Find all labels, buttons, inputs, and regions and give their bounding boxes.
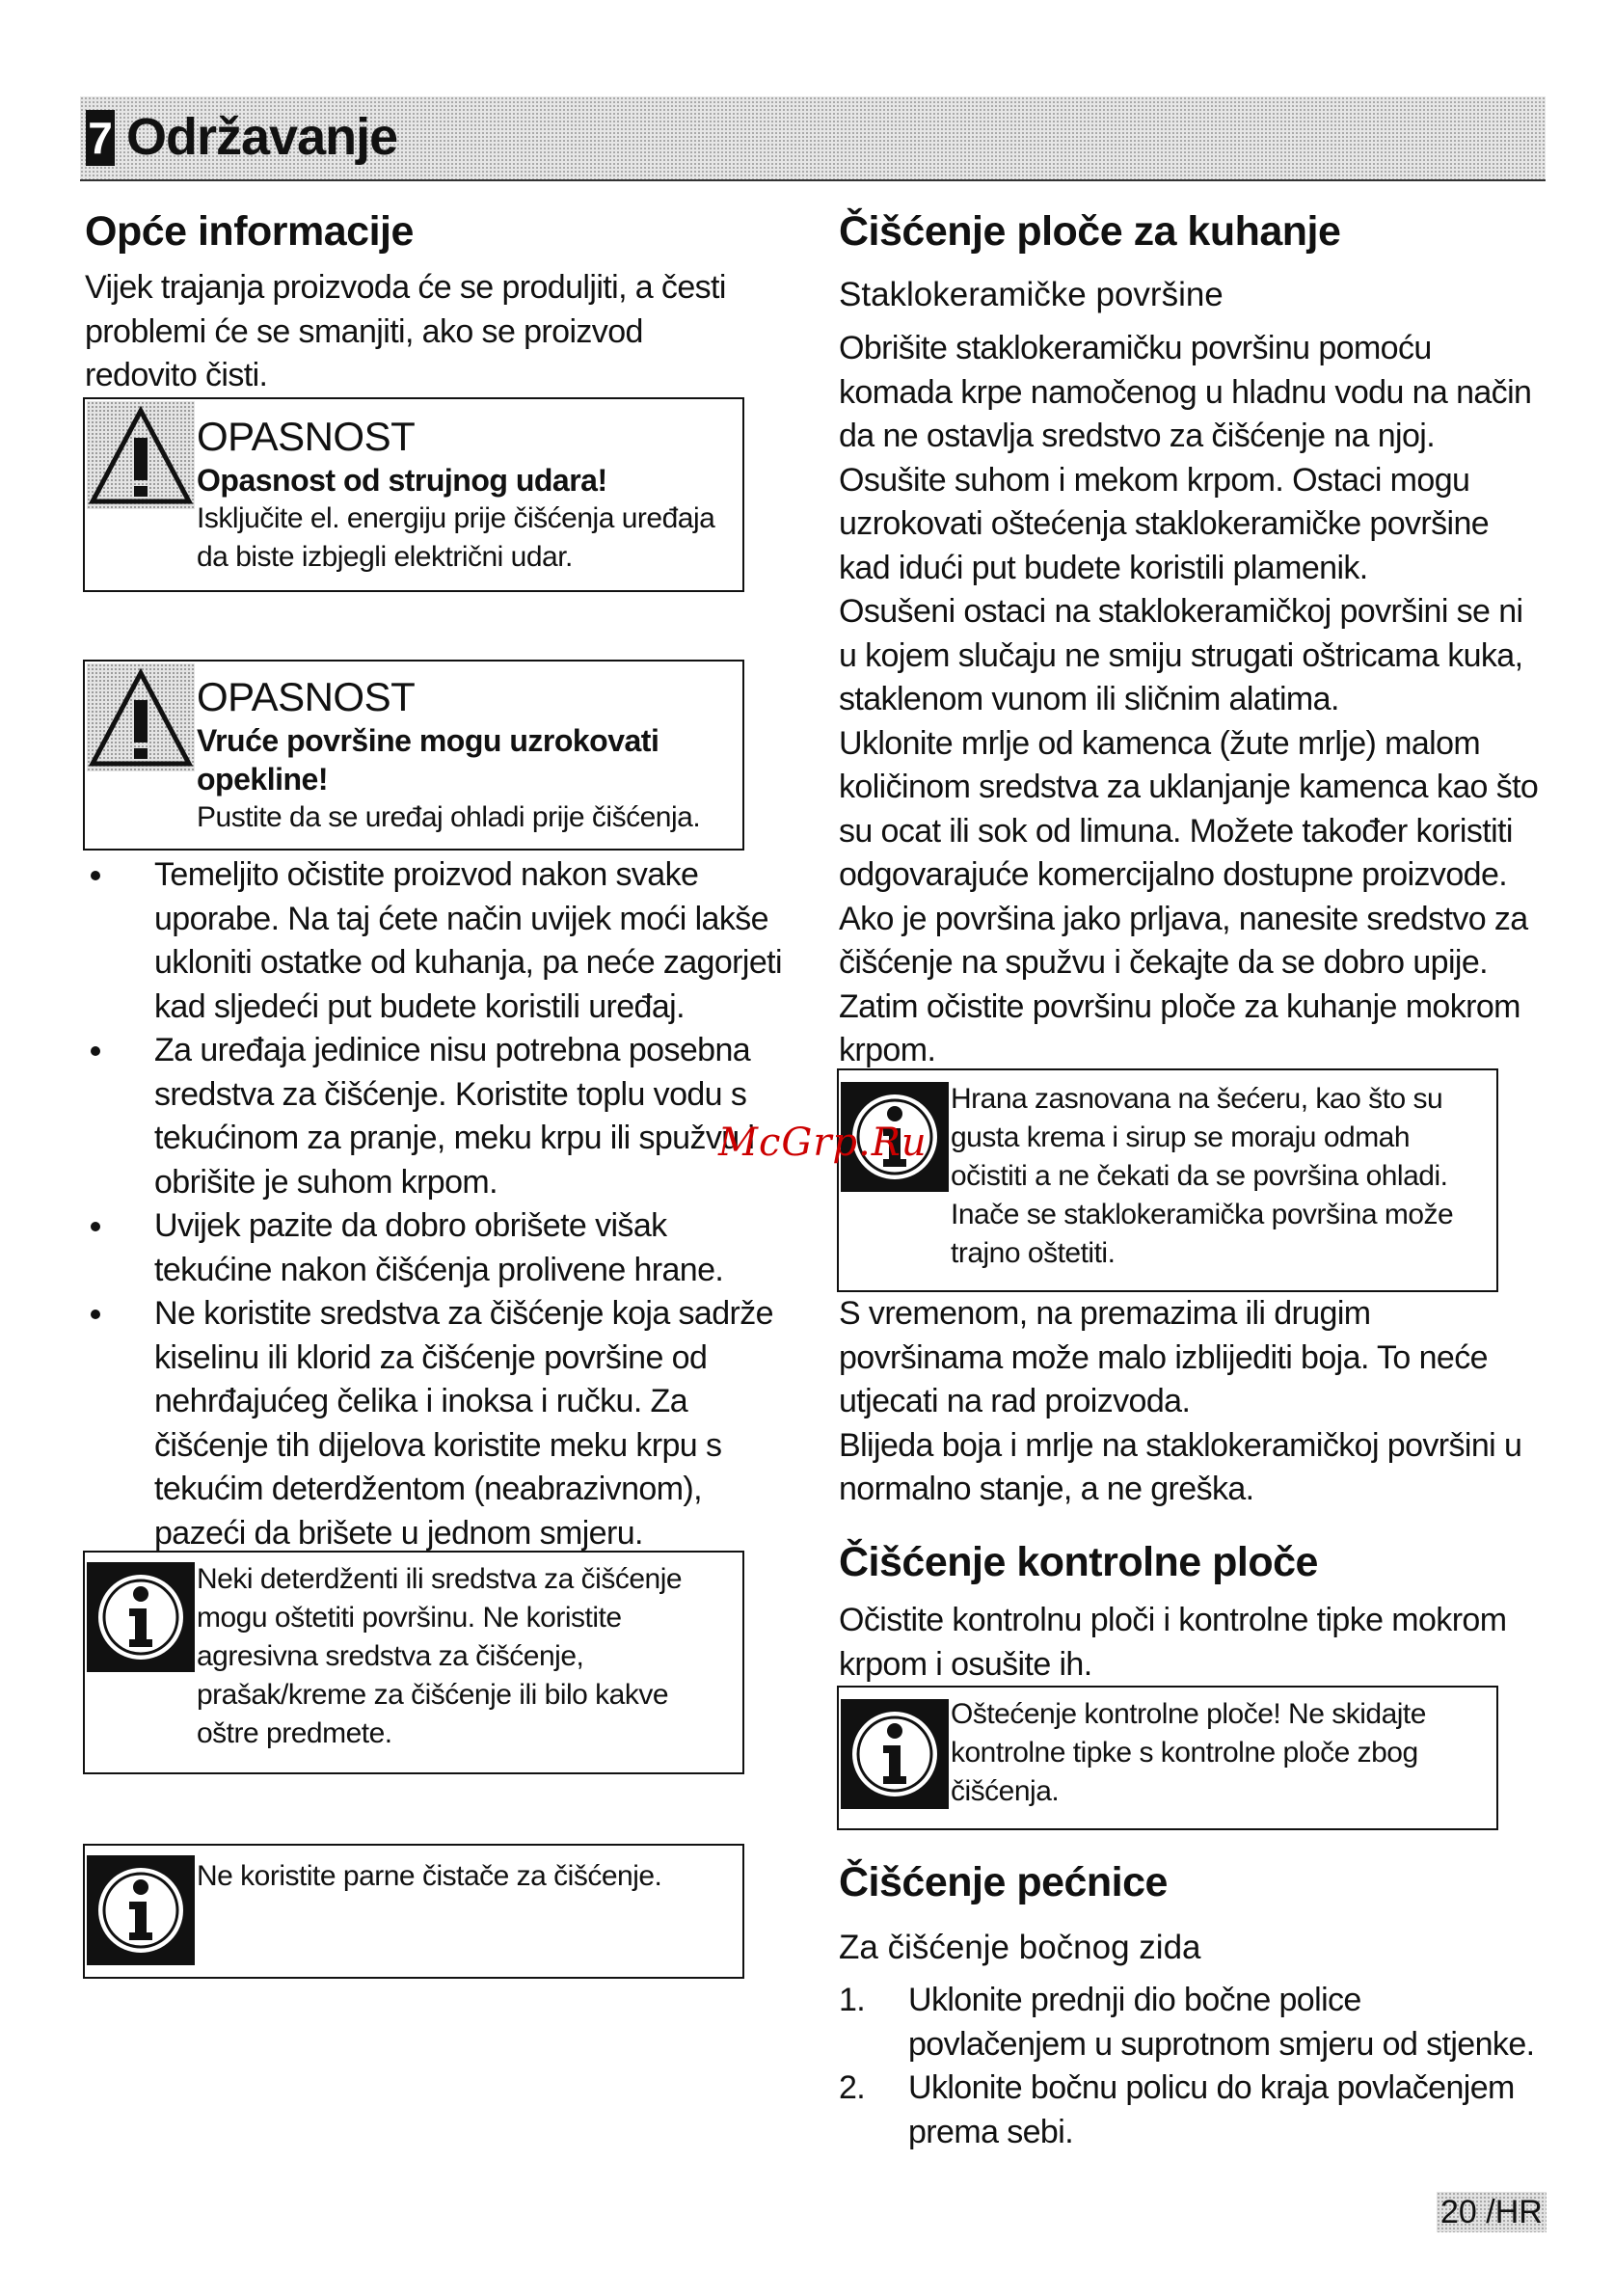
info-text: Ne koristite parne čistače za čišćenje.	[197, 1860, 662, 1892]
step-text: Uklonite bočnu policu do kraja povlačenjem prema sebi.	[908, 2069, 1515, 2150]
list-item: Temeljito očistite proizvod nakon svake uporabe. Na taj ćete način uvijek moći lakše ukloniti ostatke od kuhanja, pa neće zagorjeti kad sljedeći put budete koristili uređaj.	[85, 853, 789, 1029]
list-item: Ne koristite sredstva za čišćenje koja sadrže kiselinu ili klorid za čišćenje površine od nehrđajućeg čelika i inoksa i ručku. Za čišćenje tih dijelova koristite meku krpu s tekućim deterdžentom (neabrazivnom), pazeći da brišete u jednom smjeru.	[85, 1292, 789, 1555]
paragraph: Osušeni ostaci na staklokeramičkoj površini se ni u kojem slučaju ne smiju strugati oštricama kuka, staklenom vunom ili sličnim alatima.	[839, 593, 1523, 717]
side-wall-subheading: Za čišćenje bočnog zida	[839, 1929, 1201, 1966]
general-heading: Opće informacije	[85, 208, 414, 255]
info-text: Neki deterdženti ili sredstva za čišćenje mogu oštetiti površinu. Ne koristite agresivna sredstva za čišćenje, prašak/kreme za čišćenje ili bilo kakve oštre predmete.	[197, 1563, 683, 1749]
info-box-detergents	[83, 1551, 744, 1774]
list-item	[839, 1979, 1543, 2066]
steps-list	[839, 1979, 1543, 2154]
paragraph: Ako je površina jako prljava, nanesite sredstvo za čišćenje na spužvu i čekajte da se dobro upije. Zatim očistite površinu ploče za kuhanje mokrom krpom.	[839, 900, 1528, 1068]
warning-box-hot-surface	[83, 660, 744, 851]
info-icon	[87, 1855, 195, 1965]
chapter-number: 7	[86, 110, 115, 166]
info-box-control-panel	[837, 1686, 1498, 1830]
info-icon	[841, 1699, 949, 1809]
info-box-steam	[83, 1844, 744, 1979]
warning-triangle-icon	[87, 663, 195, 771]
info-icon	[87, 1562, 195, 1672]
hob-heading: Čišćenje ploče za kuhanje	[839, 208, 1341, 255]
step-text: Uklonite prednji dio bočne police povlačenjem u suprotnom smjeru od stjenke.	[908, 1982, 1535, 2063]
warning-triangle-icon	[87, 401, 195, 509]
paragraph: S vremenom, na premazima ili drugim površinama može malo izblijediti boja. To neće utjecati na rad proizvoda.	[839, 1295, 1488, 1419]
watermark: McGrp.Ru	[718, 1121, 928, 1165]
control-text: Očistite kontrolnu ploči i kontrolne tipke mokrom krpom i osušite ih.	[839, 1602, 1507, 1683]
list-item: Za uređaja jedinice nisu potrebna posebna sredstva za čišćenje. Koristite toplu vodu s tekućinom za pranje, meku krpu ili spužvu i obrišite je suhom krpom.	[85, 1029, 789, 1204]
oven-heading: Čišćenje pećnice	[839, 1859, 1168, 1905]
info-box-sugar	[837, 1068, 1498, 1292]
glass-paragraphs	[839, 327, 1543, 1073]
paragraph: Uklonite mrlje od kamenca (žute mrlje) malom količinom sredstva za uklanjanje kamenca kao što su ocat ili sok od limuna. Možete također koristiti odgovarajuće komercijalno dostupne proizvode.	[839, 724, 1539, 893]
info-text: Oštećenje kontrolne ploče! Ne skidajte kontrolne tipke s kontrolne ploče zbog čišćenja.	[951, 1698, 1426, 1807]
control-heading: Čišćenje kontrolne ploče	[839, 1539, 1318, 1585]
paragraph: Blijeda boja i mrlje na staklokeramičkoj površini u normalno stanje, a ne greška.	[839, 1426, 1522, 1507]
step-number: 1.	[839, 1982, 866, 2018]
page-number: 20 /HR	[1437, 2192, 1547, 2232]
step-number: 2.	[839, 2069, 866, 2106]
cleaning-tips-list	[85, 853, 789, 1555]
general-intro: Vijek trajanja proizvoda će se produljiti, a česti problemi će se smanjiti, ako se proizvod redovito čisti.	[85, 269, 726, 393]
warning-title: OPASNOST	[197, 414, 416, 459]
warning-subtitle: Opasnost od strujnog udara!	[197, 463, 607, 498]
warning-box-electric	[83, 397, 744, 592]
glass-subheading: Staklokeramičke površine	[839, 276, 1224, 313]
warning-subtitle: Vruće površine mogu uzrokovati opekline!	[197, 723, 659, 797]
info-text: Hrana zasnovana na šećeru, kao što su gusta krema i sirup se moraju odmah očistiti a ne čekati da se površina ohladi. Inače se staklokeramička površina može trajno oštetiti.	[951, 1083, 1454, 1269]
after-paragraphs	[839, 1292, 1543, 1512]
warning-text: Isključite el. energiju prije čišćenja uređaja da biste izbjegli električni udar.	[197, 502, 715, 573]
warning-text: Pustite da se uređaj ohladi prije čišćenja.	[197, 801, 701, 833]
list-item: Uvijek pazite da dobro obrišete višak tekućine nakon čišćenja prolivene hrane.	[85, 1204, 789, 1292]
list-item	[839, 2066, 1543, 2154]
chapter-header	[80, 96, 1546, 181]
chapter-title: Održavanje	[126, 108, 398, 166]
paragraph: Obrišite staklokeramičku površinu pomoću komada krpe namočenog u hladnu vodu na način da ne ostavlja sredstvo za čišćenje na njoj. Osušite suhom i mekom krpom. Ostaci mogu uzrokovati oštećenja staklokeramičke površine kad idući put budete koristili plamenik.	[839, 330, 1532, 586]
warning-title: OPASNOST	[197, 674, 416, 719]
